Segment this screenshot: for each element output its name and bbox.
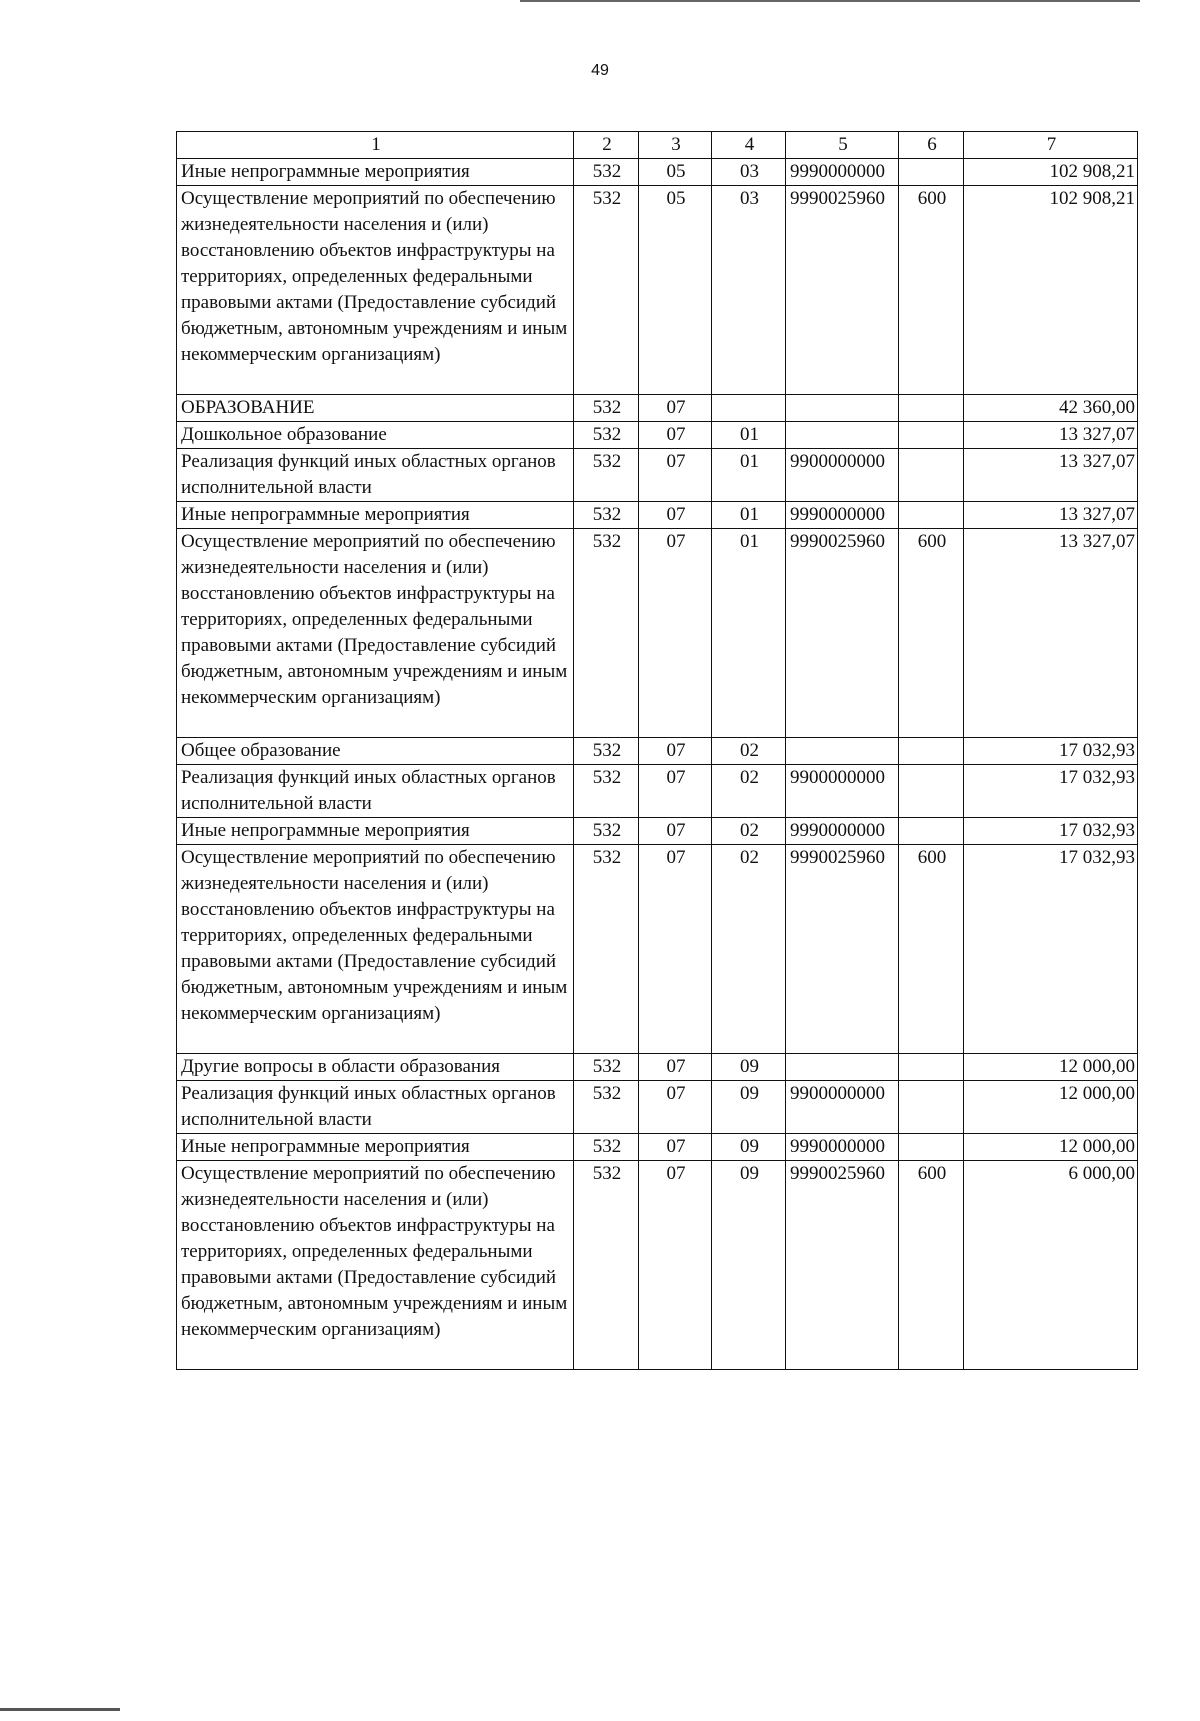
cell-section: 07 (639, 738, 712, 765)
cell-subsection: 01 (712, 449, 786, 502)
cell-section: 07 (639, 1134, 712, 1161)
cell-type (899, 1054, 964, 1081)
cell-type: 600 (899, 1161, 964, 1370)
cell-type (899, 1081, 964, 1134)
cell-subsection: 09 (712, 1134, 786, 1161)
cell-subsection (712, 395, 786, 422)
cell-subsection: 09 (712, 1081, 786, 1134)
cell-item: 9900000000 (786, 1081, 899, 1134)
cell-type: 600 (899, 186, 964, 395)
cell-code: 532 (574, 1054, 639, 1081)
cell-amount: 12 000,00 (964, 1134, 1138, 1161)
cell-item (786, 422, 899, 449)
cell-code: 532 (574, 738, 639, 765)
cell-amount: 102 908,21 (964, 159, 1138, 186)
cell-subsection: 02 (712, 765, 786, 818)
table-row (177, 529, 1138, 738)
cell-item (786, 1054, 899, 1081)
cell-section: 07 (639, 502, 712, 529)
cell-name: Реализация функций иных областных органов исполнительной власти (177, 765, 574, 818)
cell-type (899, 422, 964, 449)
cell-name: Иные непрограммные мероприятия (177, 818, 574, 845)
cell-item (786, 395, 899, 422)
cell-section: 07 (639, 818, 712, 845)
cell-item: 9990025960 (786, 845, 899, 1054)
cell-amount: 13 327,07 (964, 449, 1138, 502)
table-row (177, 449, 1138, 502)
table-row (177, 765, 1138, 818)
cell-name: Другие вопросы в области образования (177, 1054, 574, 1081)
cell-amount: 17 032,93 (964, 845, 1138, 1054)
cell-name: Осуществление мероприятий по обеспечению жизнедеятельности населения и (или) восстановлению объектов инфраструктуры на территориях, определенных федеральными правовыми актами (Предоставление субсидий бюджетным, автономным учреждениям и иным некоммерческим организациям) (177, 1161, 574, 1370)
cell-section: 07 (639, 395, 712, 422)
cell-code: 532 (574, 1081, 639, 1134)
cell-type (899, 818, 964, 845)
cell-item: 9900000000 (786, 449, 899, 502)
cell-item: 9990025960 (786, 529, 899, 738)
cell-name: Иные непрограммные мероприятия (177, 1134, 574, 1161)
cell-name: Осуществление мероприятий по обеспечению жизнедеятельности населения и (или) восстановлению объектов инфраструктуры на территориях, определенных федеральными правовыми актами (Предоставление субсидий бюджетным, автономным учреждениям и иным некоммерческим организациям) (177, 845, 574, 1054)
cell-amount: 6 000,00 (964, 1161, 1138, 1370)
cell-section: 07 (639, 1054, 712, 1081)
header-cell-amount: 7 (964, 132, 1138, 159)
cell-item: 9990025960 (786, 186, 899, 395)
cell-section: 07 (639, 529, 712, 738)
table-row (177, 738, 1138, 765)
cell-type: 600 (899, 529, 964, 738)
cell-name: Иные непрограммные мероприятия (177, 502, 574, 529)
cell-type (899, 765, 964, 818)
cell-item: 9990000000 (786, 502, 899, 529)
cell-code: 532 (574, 186, 639, 395)
header-cell-code: 2 (574, 132, 639, 159)
cell-code: 532 (574, 1134, 639, 1161)
cell-item: 9990000000 (786, 1134, 899, 1161)
cell-subsection: 03 (712, 159, 786, 186)
cell-amount: 12 000,00 (964, 1081, 1138, 1134)
cell-code: 532 (574, 449, 639, 502)
scan-bottom-edge-line (0, 1708, 120, 1711)
cell-subsection: 03 (712, 186, 786, 395)
cell-subsection: 09 (712, 1161, 786, 1370)
header-cell-name: 1 (177, 132, 574, 159)
table-row (177, 395, 1138, 422)
cell-amount: 102 908,21 (964, 186, 1138, 395)
cell-amount: 17 032,93 (964, 738, 1138, 765)
table-row (177, 502, 1138, 529)
cell-code: 532 (574, 422, 639, 449)
cell-code: 532 (574, 845, 639, 1054)
cell-section: 07 (639, 449, 712, 502)
cell-type (899, 502, 964, 529)
cell-code: 532 (574, 529, 639, 738)
table-header-row (177, 132, 1138, 159)
cell-item: 9990000000 (786, 818, 899, 845)
scan-top-edge-line (520, 0, 1140, 2)
cell-amount: 17 032,93 (964, 818, 1138, 845)
cell-code: 532 (574, 159, 639, 186)
cell-subsection: 01 (712, 529, 786, 738)
cell-name: Общее образование (177, 738, 574, 765)
header-cell-item: 5 (786, 132, 899, 159)
cell-amount: 42 360,00 (964, 395, 1138, 422)
cell-name: Осуществление мероприятий по обеспечению жизнедеятельности населения и (или) восстановлению объектов инфраструктуры на территориях, определенных федеральными правовыми актами (Предоставление субсидий бюджетным, автономным учреждениям и иным некоммерческим организациям) (177, 529, 574, 738)
table-row (177, 159, 1138, 186)
cell-section: 07 (639, 1081, 712, 1134)
cell-amount: 13 327,07 (964, 502, 1138, 529)
cell-item (786, 738, 899, 765)
header-cell-subsection: 4 (712, 132, 786, 159)
cell-section: 05 (639, 186, 712, 395)
table-row (177, 1134, 1138, 1161)
cell-type (899, 395, 964, 422)
cell-type: 600 (899, 845, 964, 1054)
cell-section: 07 (639, 765, 712, 818)
cell-name: ОБРАЗОВАНИЕ (177, 395, 574, 422)
cell-name: Дошкольное образование (177, 422, 574, 449)
table-row (177, 422, 1138, 449)
header-cell-section: 3 (639, 132, 712, 159)
cell-code: 532 (574, 818, 639, 845)
cell-section: 07 (639, 422, 712, 449)
cell-code: 532 (574, 1161, 639, 1370)
table-row (177, 1081, 1138, 1134)
cell-subsection: 02 (712, 738, 786, 765)
cell-item: 9990000000 (786, 159, 899, 186)
cell-subsection: 02 (712, 818, 786, 845)
cell-subsection: 01 (712, 502, 786, 529)
table-row (177, 818, 1138, 845)
cell-type (899, 449, 964, 502)
cell-code: 532 (574, 395, 639, 422)
cell-subsection: 02 (712, 845, 786, 1054)
table-row (177, 186, 1138, 395)
cell-section: 05 (639, 159, 712, 186)
page-number: 49 (591, 62, 609, 79)
cell-type (899, 159, 964, 186)
cell-subsection: 01 (712, 422, 786, 449)
cell-code: 532 (574, 502, 639, 529)
cell-code: 532 (574, 765, 639, 818)
cell-amount: 17 032,93 (964, 765, 1138, 818)
cell-name: Иные непрограммные мероприятия (177, 159, 574, 186)
cell-item: 9900000000 (786, 765, 899, 818)
budget-table (176, 131, 1138, 1370)
cell-name: Реализация функций иных областных органов исполнительной власти (177, 1081, 574, 1134)
cell-amount: 12 000,00 (964, 1054, 1138, 1081)
cell-name: Реализация функций иных областных органов исполнительной власти (177, 449, 574, 502)
header-cell-type: 6 (899, 132, 964, 159)
table-row (177, 1161, 1138, 1370)
cell-amount: 13 327,07 (964, 529, 1138, 738)
table-row (177, 1054, 1138, 1081)
cell-section: 07 (639, 1161, 712, 1370)
cell-type (899, 1134, 964, 1161)
cell-subsection: 09 (712, 1054, 786, 1081)
cell-item: 9990025960 (786, 1161, 899, 1370)
cell-name: Осуществление мероприятий по обеспечению жизнедеятельности населения и (или) восстановлению объектов инфраструктуры на территориях, определенных федеральными правовыми актами (Предоставление субсидий бюджетным, автономным учреждениям и иным некоммерческим организациям) (177, 186, 574, 395)
cell-amount: 13 327,07 (964, 422, 1138, 449)
cell-section: 07 (639, 845, 712, 1054)
cell-type (899, 738, 964, 765)
table-row (177, 845, 1138, 1054)
